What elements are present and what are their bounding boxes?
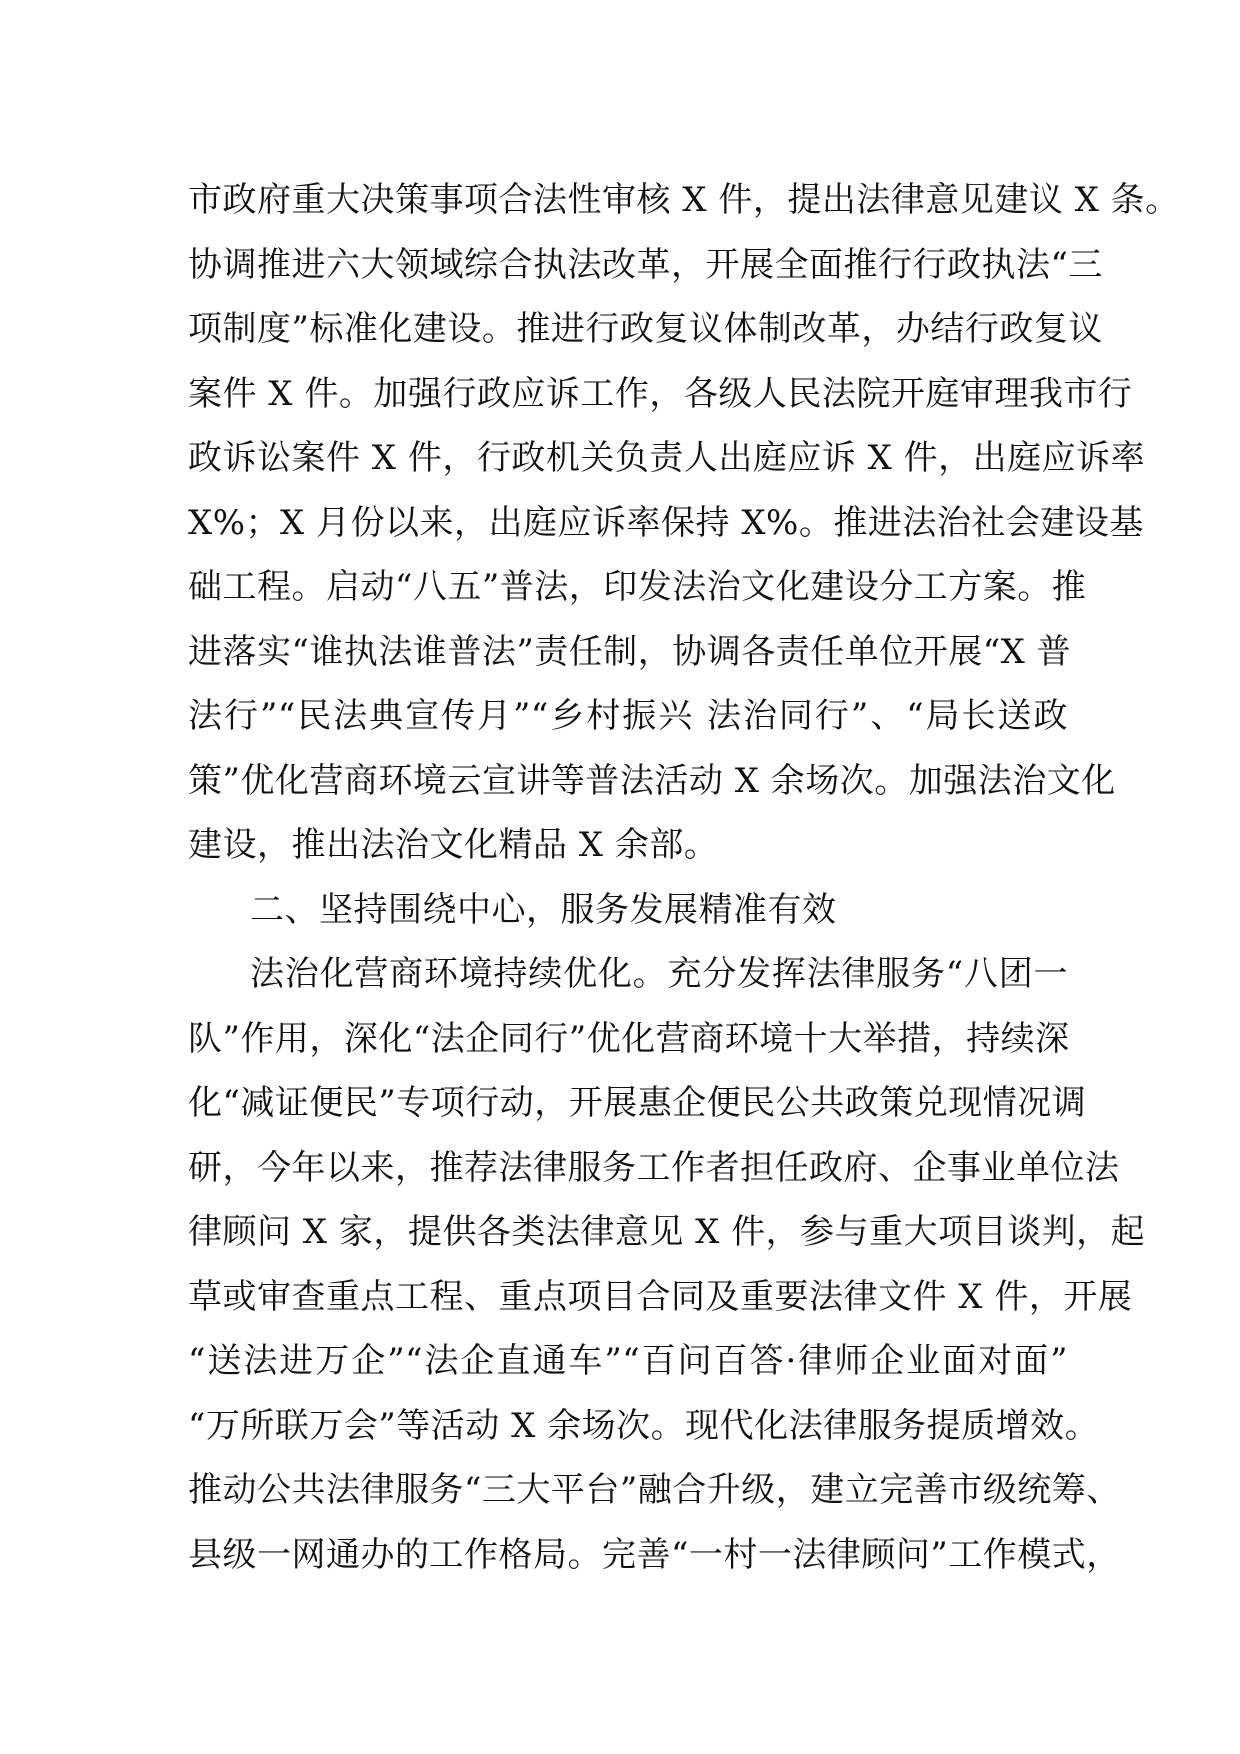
body-line: 法行”“民法典宣传月”“乡村振兴 法治同行”、“局长送政: [188, 696, 1068, 736]
body-line: 队”作用，深化“法企同行”优化营商环境十大举措，持续深: [188, 1018, 1070, 1059]
body-line: 建设，推出法治文化精品 X 余部。: [188, 825, 719, 865]
body-line: 市政府重大决策事项合法性审核 X 件，提出法律意见建议 X 条。: [188, 180, 1180, 220]
body-line: 案件 X 件。加强行政应诉工作，各级人民法院开庭审理我市行: [188, 373, 1133, 414]
body-line: X%；X 月份以来，出庭应诉率保持 X%。推进法治社会建设基: [188, 502, 1144, 543]
document-body: [188, 168, 1180, 1587]
body-line: 项制度”标准化建设。推进行政复议体制改革，办结行政复议: [188, 309, 1103, 349]
body-line: 县级一网通办的工作格局。完善“一村一法律顾问”工作模式，: [188, 1534, 1121, 1575]
body-line: 础工程。启动“八五”普法，印发法治文化建设分工方案。推: [188, 567, 1087, 607]
body-line: 推动公共法律服务“三大平台”融合升级，建立完善市级统筹、: [188, 1470, 1121, 1510]
section-heading: 二、坚持围绕中心，服务发展精准有效: [250, 889, 837, 930]
body-line: 政诉讼案件 X 件，行政机关负责人出庭应诉 X 件，出庭应诉率: [188, 438, 1146, 478]
body-line: 化“减证便民”专项行动，开展惠企便民公共政策兑现情况调: [188, 1083, 1087, 1123]
body-line: 律顾问 X 家，提供各类法律意见 X 件，参与重大项目谈判，起: [188, 1212, 1146, 1252]
body-line: 草或审查重点工程、重点项目合同及重要法律文件 X 件，开展: [188, 1276, 1133, 1317]
body-line: 策”优化营商环境云宣讲等普法活动 X 余场次。加强法治文化: [188, 760, 1116, 801]
body-line: 协调推进六大领域综合执法改革，开展全面推行行政执法“三: [188, 244, 1103, 285]
body-line: 法治化营商环境持续优化。充分发挥法律服务“八团一: [250, 954, 1068, 994]
body-line: “万所联万会”等活动 X 余场次。现代化法律服务提质增效。: [188, 1405, 1100, 1446]
body-line: 进落实“谁执法谁普法”责任制，协调各责任单位开展“X 普: [188, 631, 1072, 672]
body-line: “送法进万企”“法企直通车”“百问百答·律师企业面对面”: [188, 1341, 1068, 1381]
body-line: 研，今年以来，推荐法律服务工作者担任政府、企事业单位法: [188, 1147, 1120, 1188]
